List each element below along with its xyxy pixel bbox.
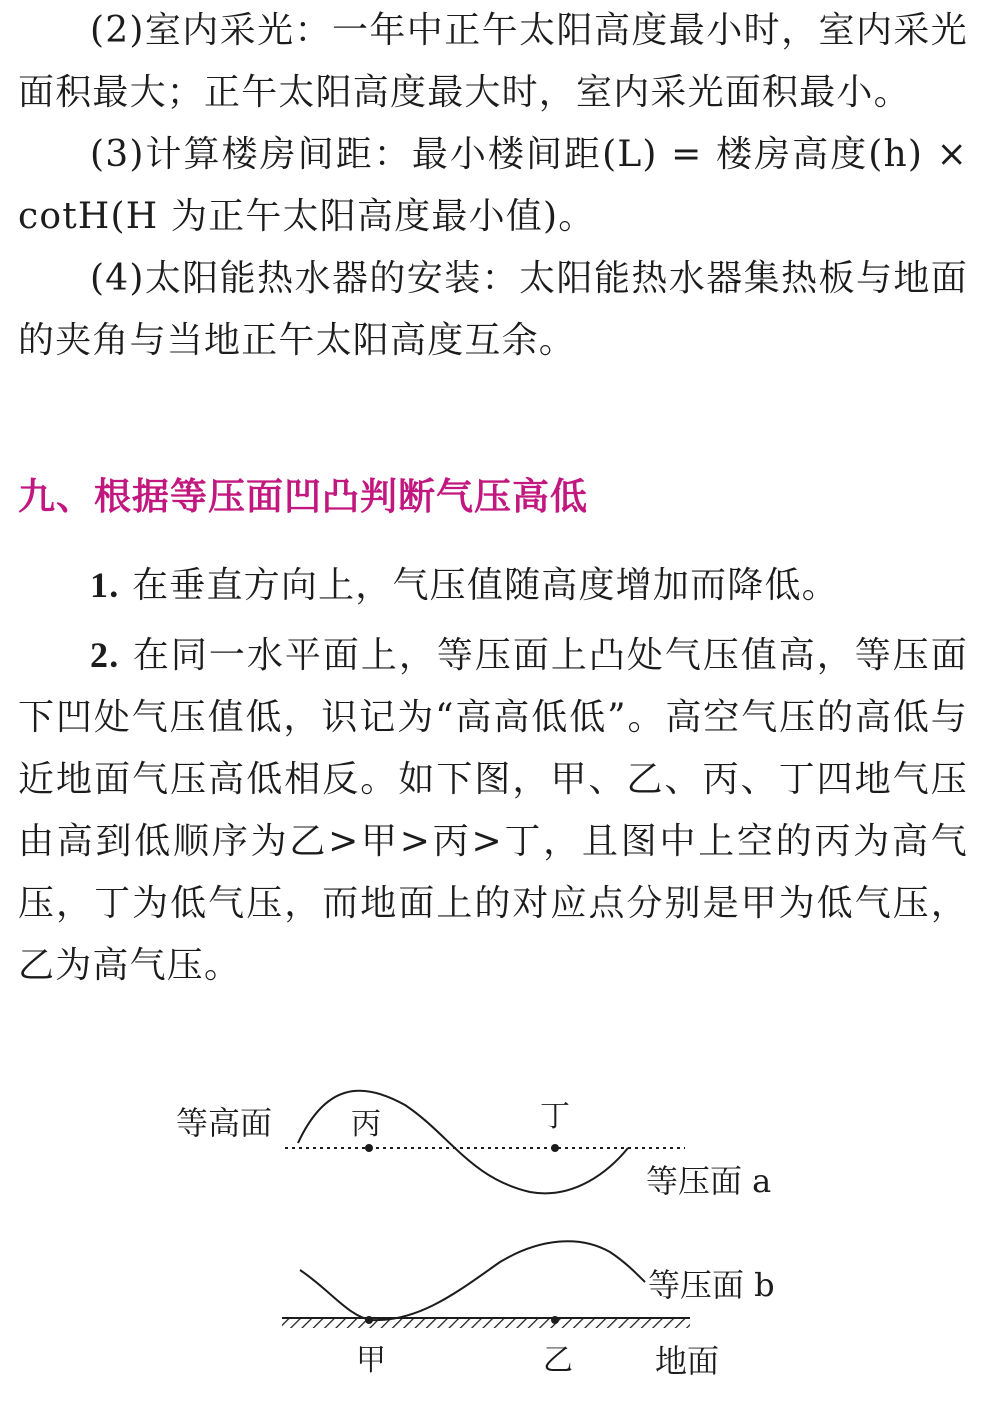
section-heading: 九、根据等压面凹凸判断气压高低: [18, 475, 588, 518]
paragraph-4: (4)太阳能热水器的安装：太阳能热水器集热板与地面的夹角与当地正午太阳高度互余。: [18, 258, 968, 361]
item-1-text: 在垂直方向上，气压值随高度增加而降低。: [132, 565, 839, 606]
item-1-number: 1.: [90, 565, 120, 605]
paragraph-3: (3)计算楼房间距：最小楼间距(L) = 楼房高度(h) × cotH(H 为正午太阳高度最小值)。: [18, 134, 968, 237]
label-ground: 地面: [655, 1342, 720, 1380]
label-isobar-b: 等压面 b: [648, 1266, 775, 1304]
point-bing: [365, 1144, 373, 1152]
label-yi: 乙: [543, 1343, 573, 1378]
item-2-number: 2.: [90, 635, 120, 675]
ground-hatch: [282, 1318, 690, 1328]
point-yi: [551, 1316, 559, 1324]
label-ding: 丁: [540, 1099, 570, 1134]
label-isobar-a: 等压面 a: [646, 1162, 772, 1200]
point-ding: [551, 1144, 559, 1152]
label-bing: 丙: [351, 1107, 381, 1142]
label-isoheight: 等高面: [176, 1104, 273, 1142]
paragraph-2: (2)室内采光：一年中正午太阳高度最小时，室内采光面积最大；正午太阳高度最大时，室内采光面积最小。: [18, 10, 968, 113]
item-2-text: 在同一水平面上，等压面上凸处气压值高，等压面下凹处气压值低，识记为“高高低低”。高空气压的高低与近地面气压高低相反。如下图，甲、乙、丙、丁四地气压由高到低顺序为乙>甲>丙>丁，且图中上空的丙为高气压，丁为低气压，而地面上的对应点分别是甲为低气压，乙为高气压。: [18, 635, 968, 986]
isobar-a-curve: [298, 1091, 628, 1194]
label-jia: 甲: [356, 1343, 386, 1378]
point-jia: [365, 1316, 373, 1324]
isobar-b-curve: [300, 1241, 645, 1320]
